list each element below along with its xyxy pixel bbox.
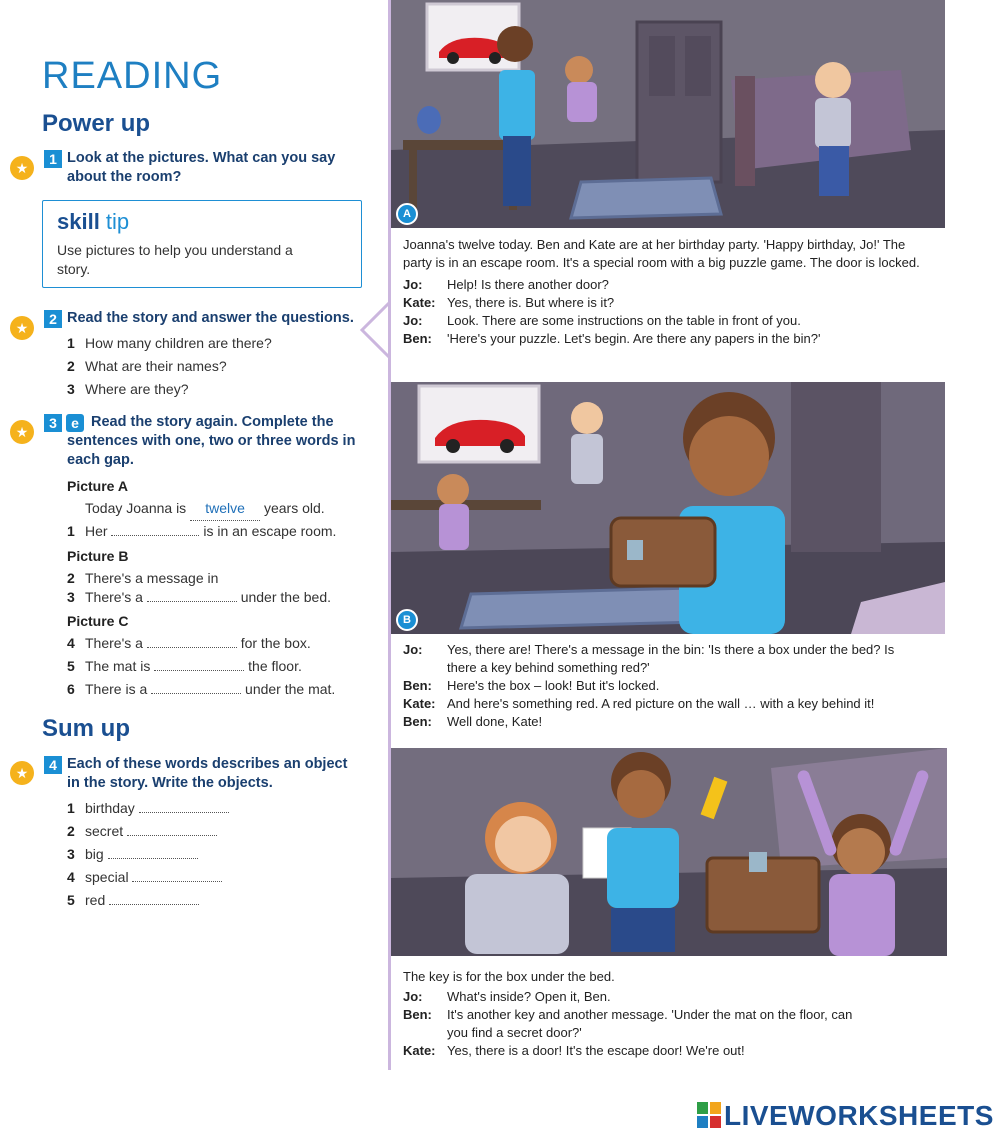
dialogue-line: Kate: Yes, there is a door! It's the escape door! We're out!: [403, 1043, 745, 1058]
question-item: 2 What are their names?: [67, 358, 227, 374]
word-item: 3 big: [67, 843, 229, 866]
story-c-intro: The key is for the box under the bed.: [403, 969, 615, 984]
scene-b-badge: B: [396, 609, 418, 631]
exercise-number-3: 3: [44, 414, 62, 432]
answer-gap-3[interactable]: [147, 589, 237, 602]
dialogue-line: Jo: What's inside? Open it, Ben.: [403, 989, 611, 1004]
gap-sentence-6: 6 There is a under the mat.: [67, 681, 336, 697]
story-a-intro: Joanna's twelve today. Ben and Kate are at her birthday party. 'Happy birthday, Jo!' The party is in an escape room. It's a special room with a big puzzle game. The door is locked.: [403, 237, 920, 270]
example-answer: twelve: [190, 497, 260, 521]
exercise-3-instruction: Read the story again. Complete the sentences with one, two or three words in each gap.: [67, 414, 356, 468]
exercise-number-1: 1: [44, 150, 62, 168]
word-item: 2 secret: [67, 820, 229, 843]
word-gap[interactable]: [108, 846, 198, 859]
question-item: 3 Where are they?: [67, 381, 189, 397]
word-item: 5 red: [67, 889, 229, 912]
word-item: 1 birthday: [67, 797, 229, 820]
exercise-2-questions: [67, 332, 272, 401]
gap-sentence-3: 3 There's a under the bed.: [67, 589, 331, 605]
word-gap[interactable]: [132, 869, 222, 882]
star-icon: ★: [10, 156, 34, 180]
scene-a-drawing: [391, 0, 945, 228]
dialogue-line: Ben: 'Here's your puzzle. Let's begin. Are there any papers in the bin?': [403, 331, 821, 346]
scene-c-illustration: [391, 748, 947, 956]
sum-up-heading: Sum up: [42, 715, 130, 742]
star-icon: ★: [10, 316, 34, 340]
exercise-4-instruction: Each of these words describes an object in the story. Write the objects.: [67, 756, 348, 791]
liveworksheets-logo-icon: [697, 1102, 721, 1128]
exercise-4-words: [67, 797, 229, 912]
e-icon: e: [66, 414, 84, 432]
skill-tip-box: [42, 200, 362, 288]
answer-gap-4[interactable]: [147, 635, 237, 648]
story-b-text: [403, 641, 923, 731]
story-c-text: [403, 968, 923, 1060]
dialogue-line: Kate: And here's something red. A red picture on the wall … with a key behind it!: [403, 696, 875, 711]
answer-gap-2[interactable]: [222, 570, 316, 583]
reading-heading: READING: [42, 55, 223, 97]
dialogue-line: Jo: Yes, there are! There's a message in the bin: 'Is there a box under the bed? Is there a key behind something red?': [403, 642, 895, 675]
example-sentence: Today Joanna is twelve years old.: [67, 497, 325, 521]
answer-gap-1[interactable]: [111, 523, 199, 536]
skill-tip-title-light: tip: [99, 209, 130, 234]
dialogue-line: Kate: Yes, there is. But where is it?: [403, 295, 615, 310]
answer-gap-5[interactable]: [154, 658, 244, 671]
power-up-heading: Power up: [42, 110, 151, 137]
dialogue-line: Ben: Well done, Kate!: [403, 714, 543, 729]
gap-sentence-4: 4 There's a for the box.: [67, 635, 311, 651]
skill-tip-text: Use pictures to help you understand a story.: [57, 242, 293, 277]
dialogue-line: Jo: Help! Is there another door?: [403, 277, 609, 292]
star-icon: ★: [10, 420, 34, 444]
answer-gap-6[interactable]: [151, 681, 241, 694]
word-gap[interactable]: [109, 892, 199, 905]
scene-b-illustration: [391, 382, 945, 634]
scene-b-drawing: [391, 382, 945, 634]
exercise-2-instruction: Read the story and answer the questions.: [67, 310, 354, 326]
scene-a-illustration: [391, 0, 945, 228]
word-gap[interactable]: [139, 800, 229, 813]
gap-sentence-2: 2 There's a message in: [67, 567, 316, 590]
word-gap[interactable]: [127, 823, 217, 836]
picture-b-label: Picture B: [67, 548, 129, 564]
dialogue-line: Jo: Look. There are some instructions on the table in front of you.: [403, 313, 801, 328]
exercise-number-4: 4: [44, 756, 62, 774]
dialogue-line: Ben: It's another key and another message. 'Under the mat on the floor, can you find a secret door?': [403, 1007, 853, 1040]
gap-sentence-1: 1 Her is in an escape room.: [67, 523, 337, 539]
dialogue-line: Ben: Here's the box – look! But it's locked.: [403, 678, 660, 693]
exercise-1-instruction: Look at the pictures. What can you say about the room?: [67, 150, 336, 185]
picture-c-label: Picture C: [67, 613, 129, 629]
picture-a-label: Picture A: [67, 478, 128, 494]
word-item: 4 special: [67, 866, 229, 889]
exercise-number-2: 2: [44, 310, 62, 328]
connector-arrow: [358, 300, 392, 360]
scene-a-badge: A: [396, 203, 418, 225]
story-a-text: [403, 236, 923, 348]
question-item: 1 How many children are there?: [67, 335, 272, 351]
scene-c-drawing: [391, 748, 947, 956]
skill-tip-title-bold: skill: [57, 209, 100, 234]
liveworksheets-logo-text: LIVEWORKSHEETS: [724, 1100, 994, 1131]
gap-sentence-5: 5 The mat is the floor.: [67, 658, 302, 674]
star-icon: ★: [10, 761, 34, 785]
